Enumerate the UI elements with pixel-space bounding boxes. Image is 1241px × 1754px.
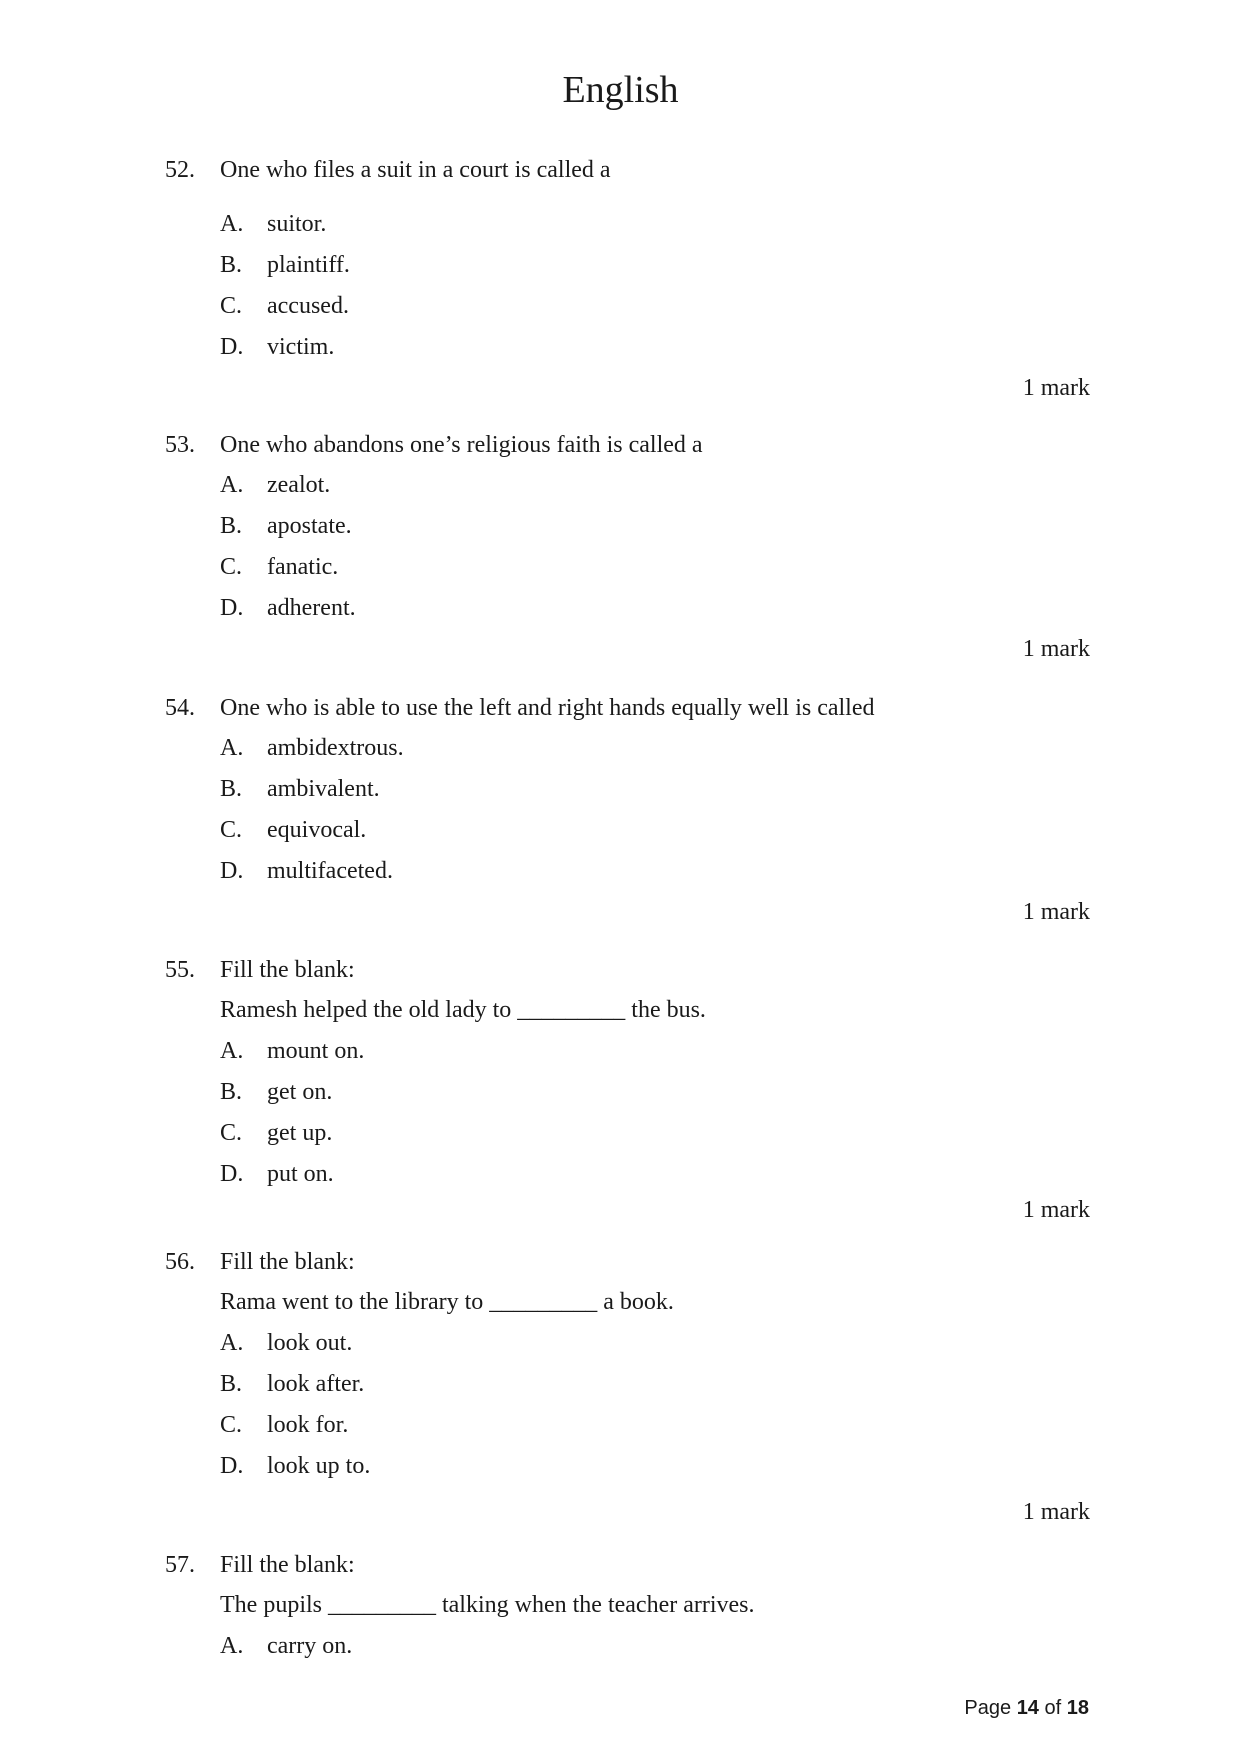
page-title: English <box>562 69 679 111</box>
page-label: Page <box>964 1697 1012 1719</box>
option-text: look after. <box>267 1371 365 1397</box>
option-text: adherent. <box>267 595 356 621</box>
option-letter: A. <box>220 1038 244 1064</box>
question-number: 56. <box>165 1248 195 1275</box>
option-text: zealot. <box>267 472 331 498</box>
question-text: Fill the blank: <box>220 1551 355 1578</box>
question-52 <box>165 150 1090 408</box>
option-letter: C. <box>220 293 243 319</box>
option-a <box>165 1626 1090 1667</box>
question-number: 54. <box>165 694 195 721</box>
option-a <box>165 1031 1090 1072</box>
option-letter: B. <box>220 1371 243 1397</box>
option-text: ambidextrous. <box>267 735 404 761</box>
question-stem: The pupils _________ talking when the teacher arrives. <box>220 1592 755 1618</box>
option-b <box>165 769 1090 810</box>
current-page: 14 <box>1016 1697 1039 1719</box>
option-a <box>165 204 1090 245</box>
option-letter: A. <box>220 1330 244 1356</box>
option-letter: B. <box>220 513 243 539</box>
option-letter: A. <box>220 1633 244 1659</box>
question-54 <box>165 688 1090 932</box>
option-letter: A. <box>220 735 244 761</box>
option-text: plaintiff. <box>267 252 350 278</box>
option-d <box>165 851 1090 892</box>
option-text: carry on. <box>267 1633 353 1659</box>
option-text: look for. <box>267 1412 349 1438</box>
question-55 <box>165 950 1090 1225</box>
option-b <box>165 506 1090 547</box>
question-number: 57. <box>165 1551 195 1578</box>
option-letter: D. <box>220 595 244 621</box>
option-d <box>165 1446 1090 1487</box>
option-letter: D. <box>220 1161 244 1187</box>
option-letter: A. <box>220 211 244 237</box>
option-c <box>165 547 1090 588</box>
option-letter: C. <box>220 1120 243 1146</box>
question-57 <box>165 1545 1090 1667</box>
question-text: Fill the blank: <box>220 1248 355 1275</box>
option-letter: A. <box>220 472 244 498</box>
option-text: look out. <box>267 1330 353 1356</box>
option-text: victim. <box>267 334 335 360</box>
option-b <box>165 1072 1090 1113</box>
page-of: of <box>1044 1697 1062 1719</box>
option-c <box>165 810 1090 851</box>
mark-label: 1 mark <box>1022 898 1090 925</box>
option-text: apostate. <box>267 513 352 539</box>
option-b <box>165 245 1090 286</box>
option-a <box>165 728 1090 769</box>
option-letter: C. <box>220 1412 243 1438</box>
option-d <box>165 1154 1090 1195</box>
option-c <box>165 1405 1090 1446</box>
question-stem: Rama went to the library to _________ a book. <box>220 1289 674 1315</box>
total-pages: 18 <box>1066 1697 1089 1719</box>
question-number: 52. <box>165 156 195 183</box>
page-number <box>964 1697 1089 1720</box>
question-text: Fill the blank: <box>220 956 355 983</box>
option-letter: B. <box>220 776 243 802</box>
option-letter: B. <box>220 252 243 278</box>
option-text: fanatic. <box>267 554 339 580</box>
question-number: 53. <box>165 431 195 458</box>
question-56 <box>165 1242 1090 1537</box>
question-text: One who is able to use the left and right hands equally well is called <box>220 694 875 721</box>
option-letter: B. <box>220 1079 243 1105</box>
question-text: One who files a suit in a court is called a <box>220 156 611 183</box>
option-text: look up to. <box>267 1453 371 1479</box>
option-letter: D. <box>220 334 244 360</box>
option-letter: C. <box>220 817 243 843</box>
option-text: accused. <box>267 293 349 319</box>
option-text: get on. <box>267 1079 333 1105</box>
option-a <box>165 465 1090 506</box>
mark-label: 1 mark <box>1022 1498 1090 1525</box>
option-c <box>165 1113 1090 1154</box>
option-text: ambivalent. <box>267 776 380 802</box>
option-d <box>165 327 1090 368</box>
option-text: equivocal. <box>267 817 367 843</box>
mark-label: 1 mark <box>1022 635 1090 662</box>
option-text: mount on. <box>267 1038 365 1064</box>
option-letter: C. <box>220 554 243 580</box>
option-b <box>165 1364 1090 1405</box>
option-letter: D. <box>220 858 244 884</box>
mark-label: 1 mark <box>1022 374 1090 401</box>
option-c <box>165 286 1090 327</box>
option-text: get up. <box>267 1120 333 1146</box>
option-d <box>165 588 1090 629</box>
question-stem: Ramesh helped the old lady to _________ the bus. <box>220 997 706 1023</box>
question-number: 55. <box>165 956 195 983</box>
question-53 <box>165 425 1090 669</box>
question-text: One who abandons one’s religious faith is called a <box>220 431 703 458</box>
option-letter: D. <box>220 1453 244 1479</box>
option-text: suitor. <box>267 211 327 237</box>
mark-label: 1 mark <box>1022 1196 1090 1223</box>
option-text: put on. <box>267 1161 334 1187</box>
option-text: multifaceted. <box>267 858 393 884</box>
option-a <box>165 1323 1090 1364</box>
